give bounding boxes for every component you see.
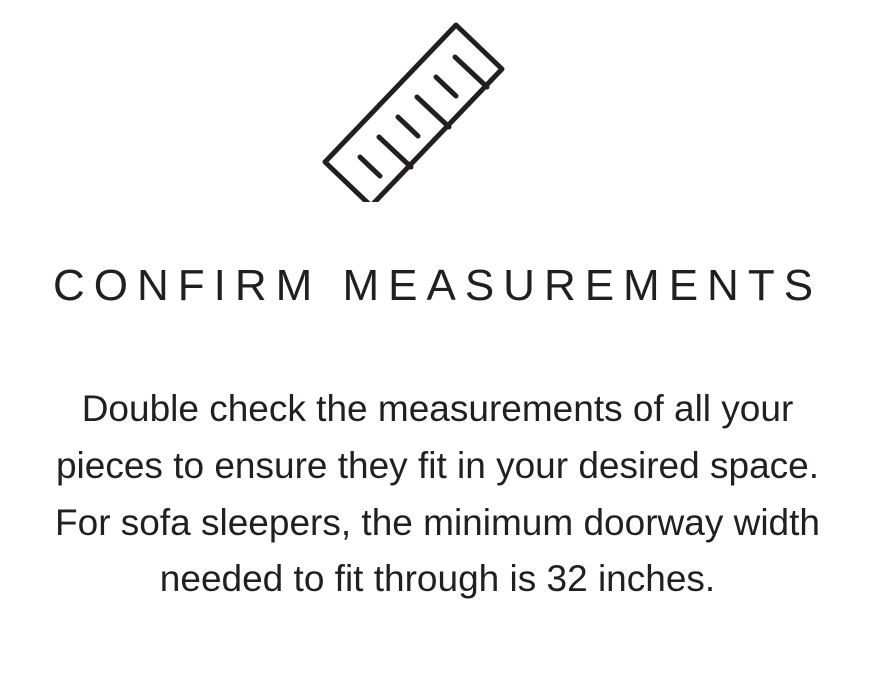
ruler-icon: [308, 22, 568, 202]
ruler-icon-container: [308, 22, 568, 202]
page-title: CONFIRM MEASUREMENTS: [52, 261, 823, 310]
body-text: Double check the measurements of all your pieces to ensure they fit in your desired space. For sofa sleepers, the minimum doorway width needed to fit through is 32 inches.: [55, 388, 820, 600]
